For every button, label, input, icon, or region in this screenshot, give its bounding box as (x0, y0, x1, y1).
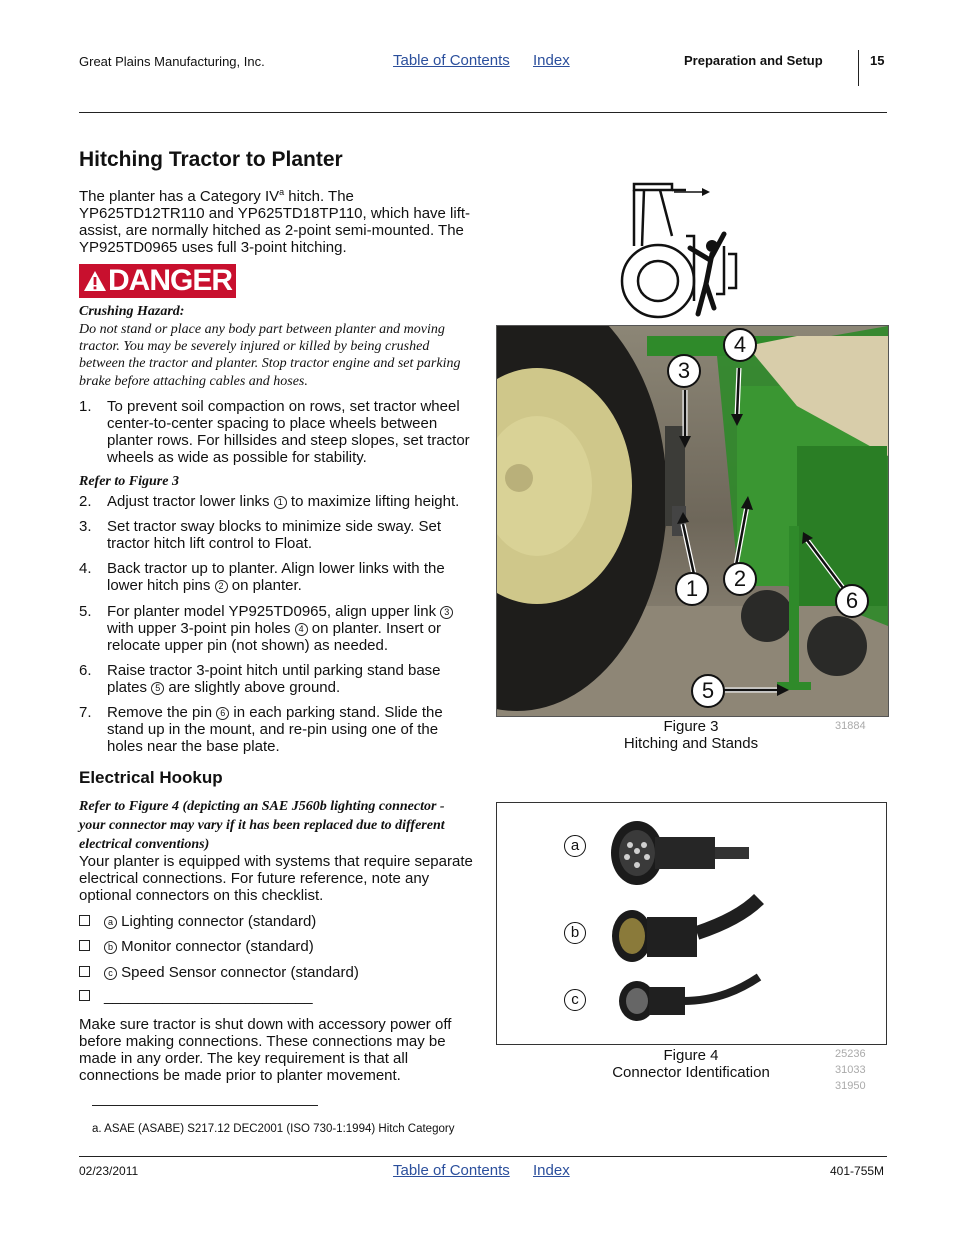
figure-3-callout-2: 2 (723, 562, 757, 596)
step-number: 6. (79, 662, 92, 679)
page-number: 15 (870, 53, 885, 68)
figure-4-id: 25236 (835, 1048, 866, 1060)
connector-letter-a: a (104, 916, 117, 929)
callout-ref-2: 2 (215, 580, 228, 593)
figure-4-callout-a: a (564, 835, 586, 857)
figure-4-caption (591, 1047, 791, 1081)
checkbox[interactable] (79, 940, 90, 951)
hazard-text: Do not stand or place any body part between planter and moving tractor. You may be severely injured or killed by being crushed between the tractor and planter. Stop tractor engine and set parking brake before attaching cables and hoses. (79, 322, 461, 389)
footnote: a. ASAE (ASABE) S217.12 DEC2001 (ISO 730-1:1994) Hitch Category (92, 1123, 455, 1135)
figure-4-box (496, 802, 887, 1045)
danger-signal (79, 264, 236, 298)
figure-3-photo (496, 325, 889, 717)
page-title: Hitching Tractor to Planter (79, 148, 343, 171)
step-text: Remove the pin 6 in each parking stand. Slide the stand up in the mount, and re-pin using one of the holes near the base plate. (107, 704, 443, 755)
intro-text-a: The planter has a Category IV (79, 188, 280, 205)
checklist-item-monitor (79, 938, 314, 955)
connector-letter-c: c (104, 967, 117, 980)
electrical-hookup-heading: Electrical Hookup (79, 768, 223, 787)
index-link-header[interactable]: Index (533, 52, 570, 69)
figure-3-callout-6: 6 (835, 584, 869, 618)
checkbox[interactable] (79, 990, 90, 1001)
footer-date: 02/23/2011 (79, 1164, 139, 1178)
figure-3-callout-1: 1 (675, 572, 709, 606)
step-text: To prevent soil compaction on rows, set tractor wheel center-to-center spacing to place wheels between planter rows. For hillsides and steep slopes, set tractor wheels as wide as possible for stability. (107, 398, 470, 466)
figure-3-label: Figure 3 (663, 718, 719, 735)
figure-4-ids (835, 1046, 866, 1094)
figure-4-callout-c: c (564, 989, 586, 1011)
figure-3-title: Hitching and Stands (623, 735, 759, 752)
step-number: 1. (79, 398, 92, 415)
footnote-rule (92, 1105, 318, 1106)
header-divider (858, 50, 859, 86)
figure-3-caption (591, 718, 791, 752)
checklist-label: Lighting connector (standard) (121, 913, 317, 930)
step-number: 7. (79, 704, 92, 721)
warning-triangle-icon (83, 270, 107, 292)
callout-ref-3: 3 (440, 606, 453, 619)
checkbox[interactable] (79, 966, 90, 977)
footer-rule (79, 1156, 887, 1157)
step-number: 3. (79, 518, 92, 535)
figure-4-title: Connector Identification (612, 1064, 770, 1081)
step-text: Set tractor sway blocks to minimize side sway. Set tractor hitch lift control to Float. (107, 518, 441, 552)
step-text: Adjust tractor lower links 1 to maximize lifting height. (107, 493, 460, 510)
toc-link-header[interactable]: Table of Contents (393, 52, 510, 69)
hazard-title: Crushing Hazard: (79, 304, 185, 319)
electrical-intro: Your planter is equipped with systems that require separate electrical connections. For future reference, note any optional connectors on this checklist. (79, 853, 473, 904)
figure-4-callout-b: b (564, 922, 586, 944)
danger-label: DANGER (108, 264, 233, 297)
figure-3-callout-3: 3 (667, 354, 701, 388)
checklist-label: Monitor connector (standard) (121, 938, 314, 955)
step-text: Raise tractor 3-point hitch until parking stand base plates 5 are slightly above ground. (107, 662, 441, 696)
step-number: 2. (79, 493, 92, 510)
step-text: For planter model YP925TD0965, align upper link 3 with upper 3-point pin holes 4 on planter. Insert or relocate upper pin (not shown) as needed. (107, 603, 477, 654)
footnote-ref[interactable]: a (279, 187, 285, 197)
index-link-footer[interactable]: Index (533, 1162, 570, 1179)
callout-ref-4: 4 (295, 623, 308, 636)
step-text: Back tractor up to planter. Align lower links with the lower hitch pins 2 on planter. (107, 560, 445, 594)
header-rule (79, 112, 887, 113)
intro-paragraph (79, 184, 474, 256)
blank-line: _________________________ (104, 988, 313, 1005)
crush-hazard-pictogram (620, 176, 750, 321)
callout-ref-5: 5 (151, 682, 164, 695)
electrical-closing: Make sure tractor is shut down with accessory power off before making connections. These connections may be made in any order. The key requirement is that all connections be made prior to planter movement. (79, 1016, 452, 1084)
figure-3-callout-5: 5 (691, 674, 725, 708)
figure-3-id: 31884 (835, 720, 866, 732)
figure-4-id: 31950 (835, 1080, 866, 1092)
doc-number: 401-755M (830, 1164, 885, 1178)
step-number: 5. (79, 603, 92, 620)
callout-ref-6: 6 (216, 707, 229, 720)
figure-4-label: Figure 4 (663, 1047, 719, 1064)
toc-link-footer[interactable]: Table of Contents (393, 1162, 510, 1179)
checkbox[interactable] (79, 915, 90, 926)
checklist-item-blank (79, 988, 313, 1005)
section-name: Preparation and Setup (684, 53, 823, 68)
connector-illustration (497, 803, 886, 1044)
checklist-item-speed-sensor (79, 964, 359, 981)
connector-letter-b: b (104, 941, 117, 954)
intro-text-b: hitch. The YP625TD12TR110 and YP625TD18TP110, which have lift-assist, are normally hitched as 2-point semi-mounted. The YP925TD0965 uses full 3-point hitching. (79, 188, 471, 256)
refer-figure-4: Refer to Figure 4 (depicting an SAE J560b lighting connector - your connector may vary if it has been replaced due to different electrical conventions) (79, 799, 445, 852)
step-number: 4. (79, 560, 92, 577)
callout-ref-1: 1 (274, 496, 287, 509)
refer-figure-3: Refer to Figure 3 (79, 474, 179, 489)
company-name: Great Plains Manufacturing, Inc. (79, 54, 265, 69)
checklist-item-lighting (79, 913, 316, 930)
checklist-label: Speed Sensor connector (standard) (121, 964, 359, 981)
figure-3-callout-4: 4 (723, 328, 757, 362)
figure-4-id: 31033 (835, 1064, 866, 1076)
